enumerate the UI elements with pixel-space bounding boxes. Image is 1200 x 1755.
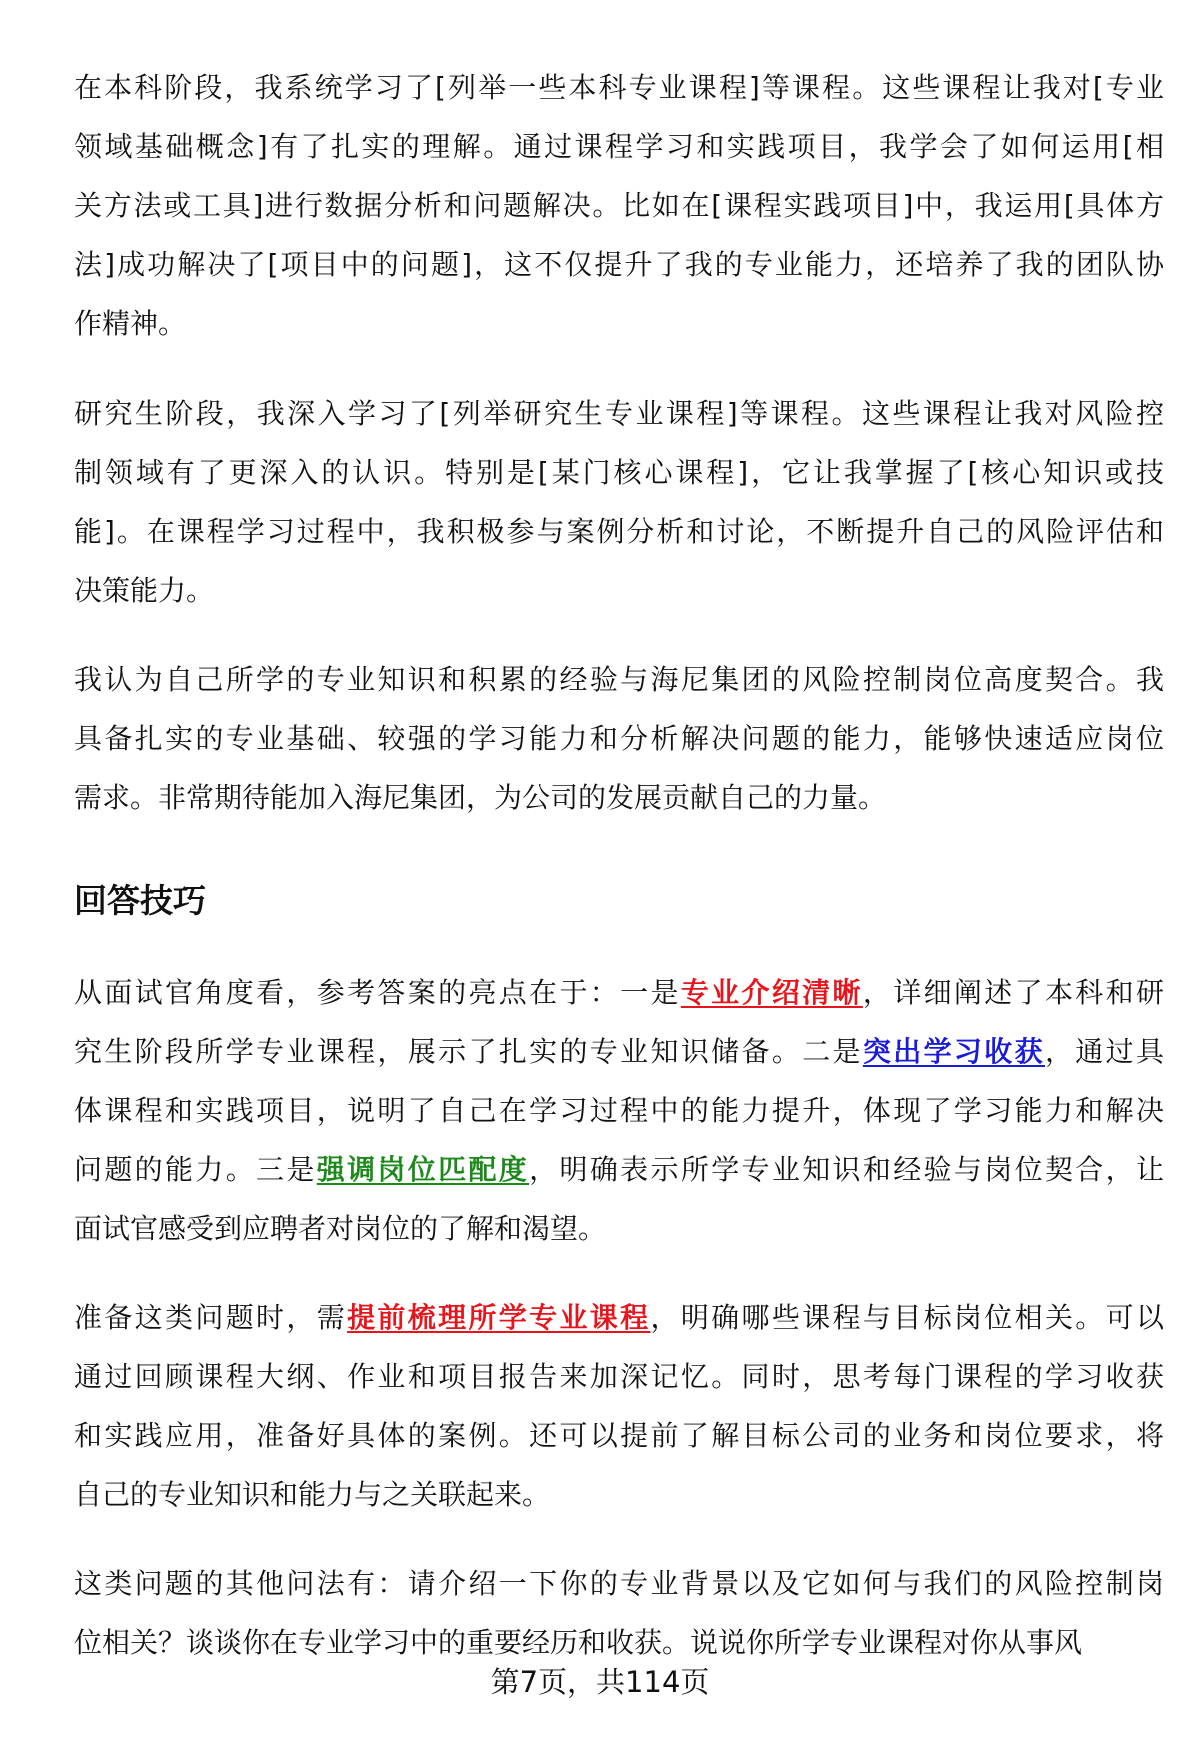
text-segment: 关方法或工具]进行数据分析和问题解决。比如在[课程实践项目]中，我运用[具体方	[74, 189, 1164, 222]
text-segment: 和实践应用，准备好具体的案例。还可以提前了解目标公司的业务和岗位要求，将	[74, 1419, 1164, 1452]
text-line	[74, 235, 1164, 294]
text-line	[74, 1465, 1164, 1524]
text-segment: ，明确哪些课程与目标岗位相关。可以	[650, 1301, 1164, 1334]
text-segment: 准备这类问题时，需	[74, 1301, 348, 1334]
text-line	[74, 1022, 1164, 1081]
text-line	[74, 650, 1164, 709]
text-segment: 问题的能力。三是	[74, 1153, 317, 1186]
paragraph-tips-preparation	[74, 1288, 1164, 1524]
text-segment: ，明确表示所学专业知识和经验与岗位契合，让	[529, 1153, 1164, 1186]
highlighted-phrase: 提前梳理所学专业课程	[347, 1301, 651, 1334]
text-line	[74, 1347, 1164, 1406]
text-line	[74, 294, 1164, 353]
text-line	[74, 561, 1164, 620]
page-number: 第7页，共114页	[490, 1665, 710, 1699]
text-line	[74, 117, 1164, 176]
text-segment: 这类问题的其他问法有：请介绍一下你的专业背景以及它如何与我们的风险控制岗	[74, 1567, 1164, 1600]
text-line	[74, 58, 1164, 117]
text-line	[74, 384, 1164, 443]
text-segment: 具备扎实的专业基础、较强的学习能力和分析解决问题的能力，能够快速适应岗位	[74, 722, 1164, 755]
text-segment: 能]。在课程学习过程中，我积极参与案例分析和讨论，不断提升自己的风险评估和	[74, 515, 1164, 548]
text-line	[74, 1140, 1164, 1199]
paragraph-graduate	[74, 384, 1164, 620]
text-segment: 位相关？谈谈你在专业学习中的重要经历和收获。说说你所学专业课程对你从事风	[74, 1626, 1083, 1659]
text-segment: 体课程和实践项目，说明了自己在学习过程中的能力提升，体现了学习能力和解决	[74, 1094, 1164, 1127]
paragraph-undergrad	[74, 58, 1164, 353]
paragraph-tips-highlights	[74, 963, 1164, 1258]
text-line	[74, 768, 1164, 827]
text-segment: 在本科阶段，我系统学习了[列举一些本科专业课程]等课程。这些课程让我对[专业	[74, 71, 1164, 104]
text-line	[74, 709, 1164, 768]
text-line	[74, 443, 1164, 502]
text-segment: 从面试官角度看，参考答案的亮点在于：一是	[74, 976, 681, 1009]
text-segment: 领域基础概念]有了扎实的理解。通过课程学习和实践项目，我学会了如何运用[相	[74, 130, 1164, 163]
paragraph-fit	[74, 650, 1164, 827]
text-line	[74, 1288, 1164, 1347]
highlighted-phrase: 强调岗位匹配度	[316, 1153, 530, 1186]
text-segment: 研究生阶段，我深入学习了[列举研究生专业课程]等课程。这些课程让我对风险控	[74, 397, 1164, 430]
text-line	[74, 1406, 1164, 1465]
text-segment: 决策能力。	[74, 574, 215, 607]
text-segment: 究生阶段所学专业课程，展示了扎实的专业知识储备。二是	[74, 1035, 863, 1068]
text-line	[74, 502, 1164, 561]
highlighted-phrase: 突出学习收获	[862, 1035, 1045, 1068]
text-line	[74, 963, 1164, 1022]
text-line	[74, 1081, 1164, 1140]
text-segment: ，详细阐述了本科和研	[862, 976, 1164, 1009]
text-segment: 通过回顾课程大纲、作业和项目报告来加深记忆。同时，思考每门课程的学习收获	[74, 1360, 1164, 1393]
text-segment: 作精神。	[74, 307, 187, 340]
text-segment: 我认为自己所学的专业知识和积累的经验与海尼集团的风险控制岗位高度契合。我	[74, 663, 1164, 696]
text-line	[74, 1199, 1164, 1258]
text-segment: 自己的专业知识和能力与之关联起来。	[74, 1478, 551, 1511]
text-segment: 需求。非常期待能加入海尼集团，为公司的发展贡献自己的力量。	[74, 781, 887, 814]
text-segment: ，通过具	[1044, 1035, 1164, 1068]
text-segment: 面试官感受到应聘者对岗位的了解和渴望。	[74, 1212, 607, 1245]
text-segment: 制领域有了更深入的认识。特别是[某门核心课程]，它让我掌握了[核心知识或技	[74, 456, 1164, 489]
paragraph-alt-questions	[74, 1554, 1164, 1672]
text-line	[74, 1554, 1164, 1613]
text-segment: 法]成功解决了[项目中的问题]，这不仅提升了我的专业能力，还培养了我的团队协	[74, 248, 1164, 281]
text-line	[74, 176, 1164, 235]
highlighted-phrase: 专业介绍清晰	[680, 976, 863, 1009]
section-heading: 回答技巧	[74, 881, 206, 920]
